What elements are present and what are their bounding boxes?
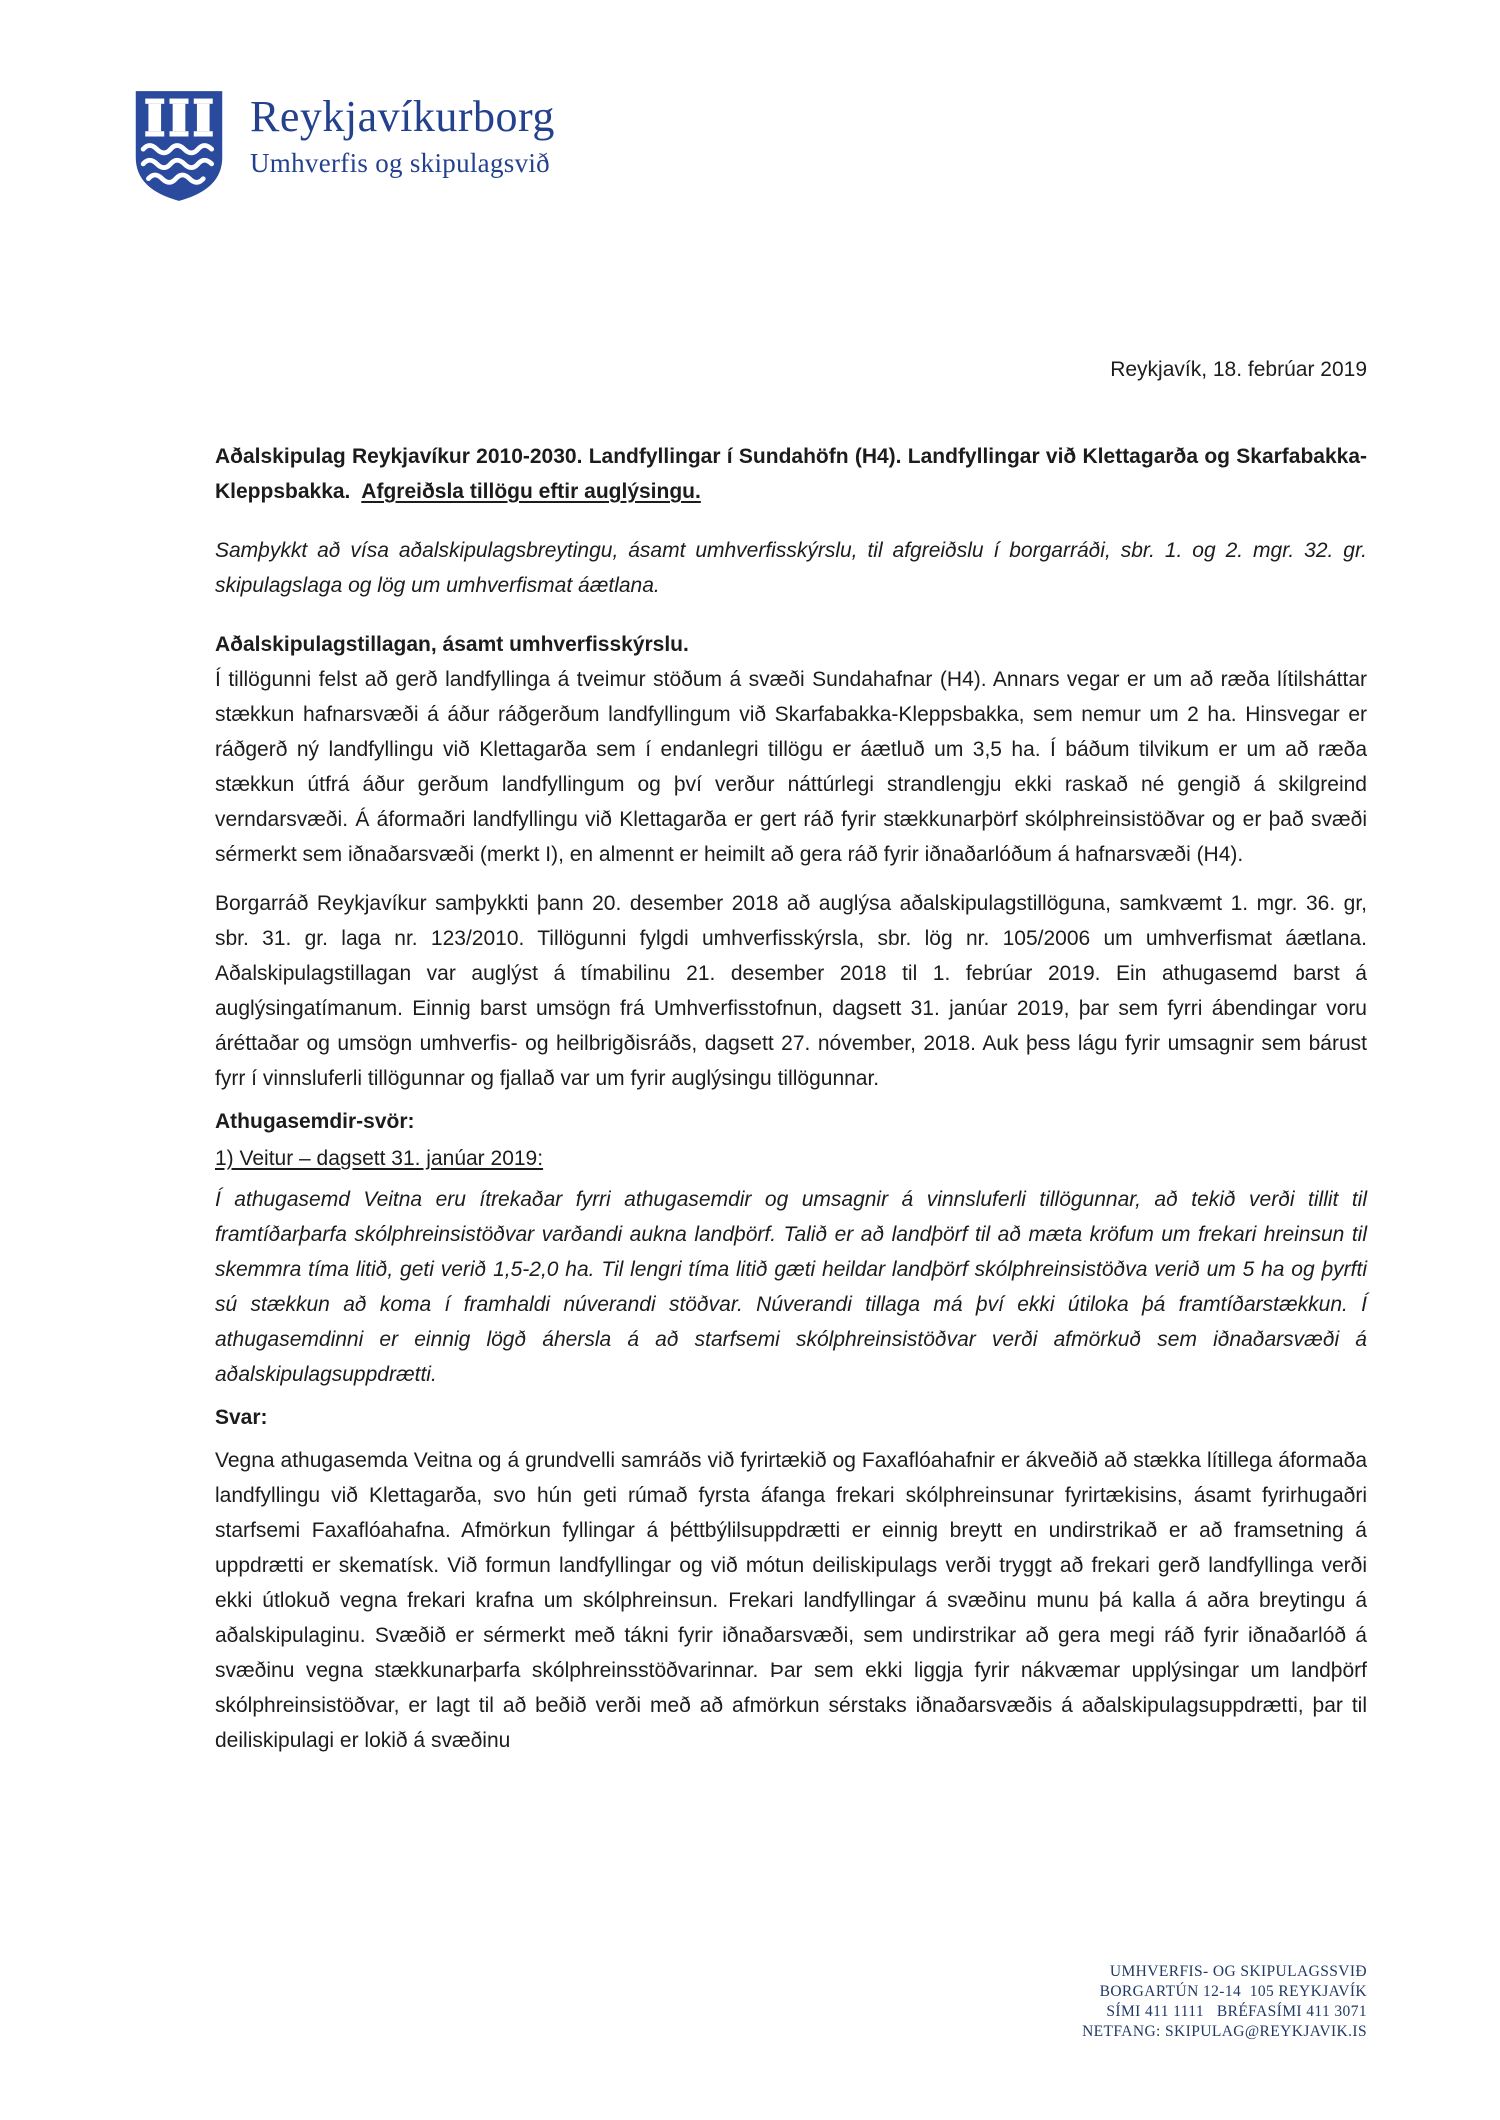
letter-footer — [1082, 1962, 1367, 2042]
subject-heading-underlined: Afgreiðsla tillögu eftir auglýsingu. — [361, 480, 701, 503]
comment-1-heading-text: 1) Veitur – dagsett 31. janúar 2019: — [215, 1147, 544, 1170]
comments-section-title: Athugasemdir-svör: — [215, 1110, 415, 1133]
date-line: Reykjavík, 18. febrúar 2019 — [1110, 358, 1367, 381]
footer-line-phone-fax: SÍMI 411 1111 BRÉFASÍMI 411 3071 — [1106, 2003, 1367, 2020]
comment-1-text: Í athugasemd Veitna eru ítrekaðar fyrri athugasemdir og umsagnir á vinnsluferli tillögunnar, að tekið verði tillit til framtíðarþarfa skólphreinsistöðvar varðandi aukna landþörf. Talið er að landþörf til að mæta kröfum um frekari hreinsun til skemmra tíma litið, geti verið 1,5-2,0 ha. Til lengri tíma litið gæti heildar landþörf skólphreinsistöðva verið um 5 ha og þyrfti sú stækkun að koma í framhaldi núverandi stöðvar. Núverandi tillaga má því ekki útiloka þá framtíðarstækkun. Í athugasemdinni er einnig lögð áhersla á að starfsemi skólphreinsistöðvar verði afmörkuð sem iðnaðarsvæði á aðalskipulagsuppdrætti. — [215, 1188, 1367, 1386]
proposal-paragraph-1: Í tillögunni felst að gerð landfyllinga á tveimur stöðum á svæði Sundahafnar (H4). Annars vegar er um að ræða lítilsháttar stækkun hafnarsvæði á áður ráðgerðum landfyllingum við Skarfabakka-Kleppsbakka, sem nemur um 2 ha. Hinsvegar er ráðgerð ný landfyllingu við Klettagarða sem í endanlegri tillögu er áætluð um 3,5 ha. Í báðum tilvikum er um að ræða stækkun útfrá áður gerðum landfyllingum og því verður náttúrlegi strandlengju ekki raskað né gengið á skilgreind verndarsvæði. Á áformaðri landfyllingu við Klettagarða er gert ráð fyrir stækkunarþörf skólphreinsistöðvar og er það svæði sérmerkt sem iðnaðarsvæði (merkt I), en almennt er heimilt að gera ráð fyrir iðnaðarlóðum á hafnarsvæði (H4). — [215, 668, 1367, 866]
org-department: Umhverfis og skipulagsvið — [250, 148, 550, 179]
subject-heading-text: Aðalskipulag Reykjavíkur 2010-2030. Landfyllingar í Sundahöfn (H4). Landfyllingar við Klettagarða og Skarfabakka-Kleppsbakka. — [215, 445, 1367, 503]
footer-line-department: UMHVERFIS- OG SKIPULAGSSVIÐ — [1109, 1963, 1367, 1980]
footer-line-address: BORGARTÚN 12-14 105 REYKJAVÍK — [1099, 1983, 1367, 2000]
footer-line-email: NETFANG: SKIPULAG@REYKJAVIK.IS — [1082, 2023, 1367, 2040]
answer-text: Vegna athugasemda Veitna og á grundvelli samráðs við fyrirtækið og Faxaflóahafnir er ákveðið að stækka lítillega áformaða landfyllingu við Klettagarða, svo hún geti rúmað fyrsta áfanga frekari skólphreinsunar fyrirtækisins, ásamt fyrirhugaðri starfsemi Faxaflóahafna. Afmörkun fyllingar á þéttbýlilsuppdrætti er einnig breytt en undirstrikað er að framsetning á uppdrætti er skematísk. Við formun landfyllingar og við mótun deiliskipulags verði tryggt að frekari gerð landfyllinga verði ekki útlokuð vegna frekari krafna um skólphreinsun. Frekari landfyllingar á svæðinu munu þá kalla á aðra breytingu á aðalskipulaginu. Svæðið er sérmerkt með tákni fyrir iðnaðarsvæði, sem undirstrikar að gera megi ráð fyrir iðnaðarlóð á svæðinu vegna stækkunarþarfa skólphreinsstöðvarinnar. Þar sem ekki liggja fyrir nákvæmar upplýsingar um landþörf skólphreinsistöðvar, er lagt til að beðið verði með að afmörkun sérstaks iðnaðarsvæðis á aðalskipulagsuppdrætti, þar til deiliskipulagi er lokið á svæðinu — [215, 1449, 1367, 1752]
decision-note: Samþykkt að vísa aðalskipulagsbreytingu, ásamt umhverfisskýrslu, til afgreiðslu í borgarráði, sbr. 1. og 2. mgr. 32. gr. skipulagslaga og lög um umhverfismat áætlana. — [215, 539, 1367, 597]
answer-label: Svar: — [215, 1406, 268, 1429]
comment-1-heading — [215, 1141, 1367, 1176]
reykjavik-city-logo — [130, 88, 228, 204]
org-name: Reykjavíkurborg — [250, 92, 555, 141]
letter-body — [215, 0, 1367, 1758]
section-title-proposal: Aðalskipulagstillagan, ásamt umhverfisskýrslu. — [215, 633, 689, 656]
subject-heading — [215, 439, 1367, 509]
proposal-paragraph-2: Borgarráð Reykjavíkur samþykkti þann 20. desember 2018 að auglýsa aðalskipulagstillöguna, samkvæmt 1. mgr. 36. gr, sbr. 31. gr. laga nr. 123/2010. Tillögunni fylgdi umhverfisskýrsla, sbr. lög nr. 105/2006 um umhverfismat áætlana. Aðalskipulagstillagan var auglýst á tímabilinu 21. desember 2018 til 1. febrúar 2019. Ein athugasemd barst á auglýsingatímanum. Einnig barst umsögn frá Umhverfisstofnun, dagsett 31. janúar 2019, þar sem fyrri ábendingar voru áréttaðar og umsögn umhverfis- og heilbrigðisráðs, dagsett 27. nóvember, 2018. Auk þess lágu fyrir umsagnir sem bárust fyrr í vinnsluferli tillögunnar og fjallað var um fyrir auglýsingu tillögunnar. — [215, 892, 1367, 1090]
